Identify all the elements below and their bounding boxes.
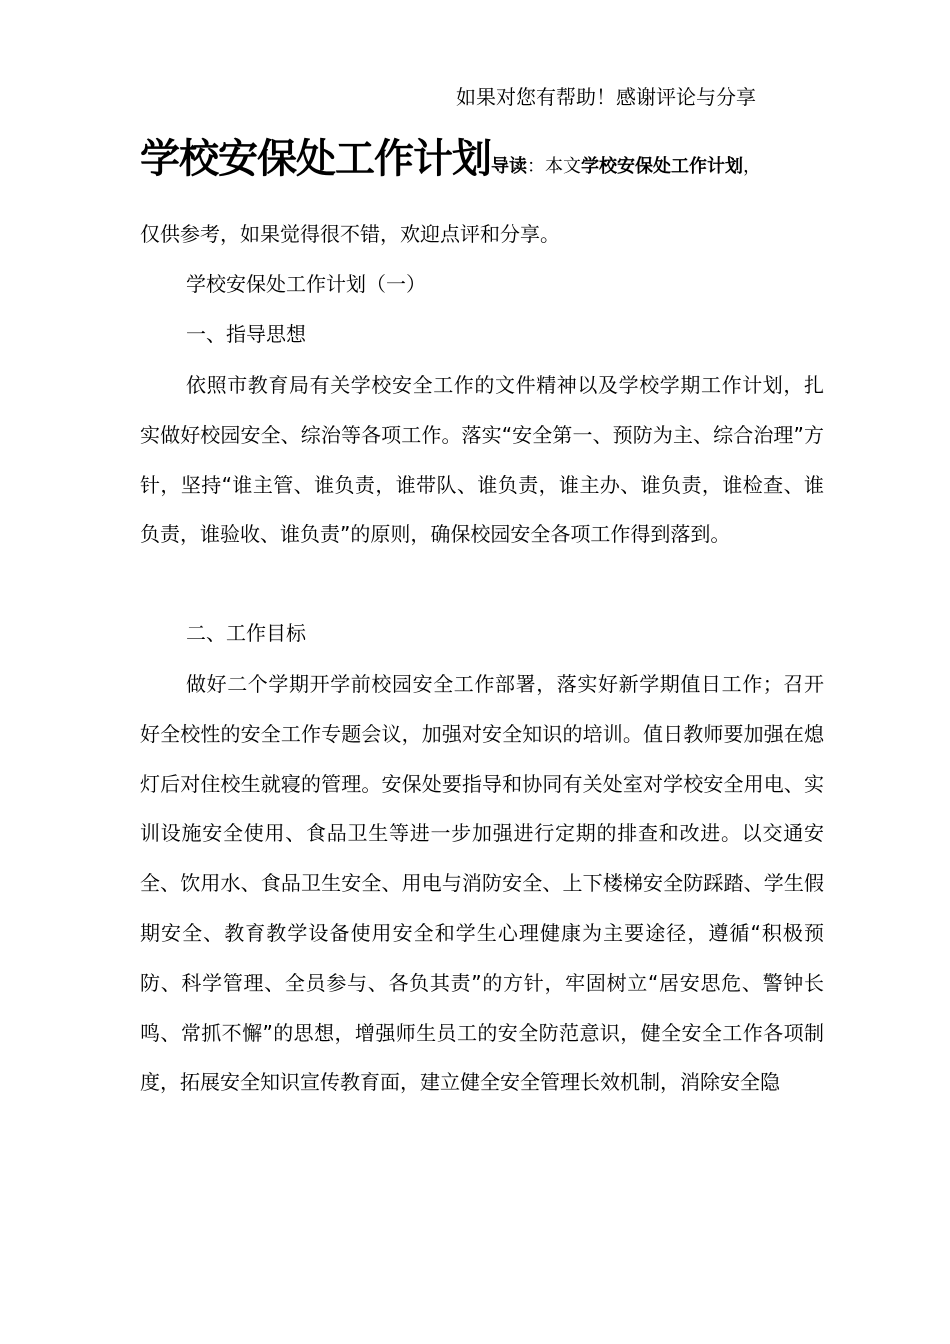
guide-colon: ： xyxy=(527,156,545,177)
paragraph-guiding-thought: 依照市教育局有关学校安全工作的文件精神以及学校学期工作计划，扎实做好校园安全、综治等各项工作。落实“安全第一、预防为主、综合治理”方针，坚持“谁主管、谁负责，谁带队、谁负责，谁主办、谁负责，谁检查、谁负责，谁验收、谁负责”的原则，确保校园安全各项工作得到落到。 xyxy=(140,373,824,547)
header-note: 如果对您有帮助！感谢评论与分享 xyxy=(456,85,756,109)
title-line xyxy=(140,134,761,192)
guide-bold-title: 学校安保处工作计划 xyxy=(581,156,743,177)
guide-comma: ， xyxy=(743,156,761,177)
guide-continuation: 仅供参考，如果觉得很不错，欢迎点评和分享。 xyxy=(140,222,560,246)
section-heading: 学校安保处工作计划（一） xyxy=(186,272,426,296)
heading-work-goals: 二、工作目标 xyxy=(186,621,306,645)
heading-guiding-thought: 一、指导思想 xyxy=(186,322,306,346)
guide-label: 导读 xyxy=(491,156,527,177)
paragraph-work-goals: 做好二个学期开学前校园安全工作部署，落实好新学期值日工作；召开好全校性的安全工作专题会议，加强对安全知识的培训。值日教师要加强在熄灯后对住校生就寝的管理。安保处要指导和协同有关处室对学校安全用电、实训设施安全使用、食品卫生等进一步加强进行定期的排查和改进。以交通安全、饮用水、食品卫生安全、用电与消防安全、上下楼梯安全防踩踏、学生假期安全、教育教学设备使用安全和学生心理健康为主要途径，遵循“积极预防、科学管理、全员参与、各负其责”的方针，牢固树立“居安思危、警钟长鸣、常抓不懈”的思想，增强师生员工的安全防范意识，健全安全工作各项制度，拓展安全知识宣传教育面，建立健全安全管理长效机制，消除安全隐 xyxy=(140,672,824,1095)
document-title: 学校安保处工作计划 xyxy=(140,136,491,182)
guide-prefix: 本文 xyxy=(545,156,581,177)
